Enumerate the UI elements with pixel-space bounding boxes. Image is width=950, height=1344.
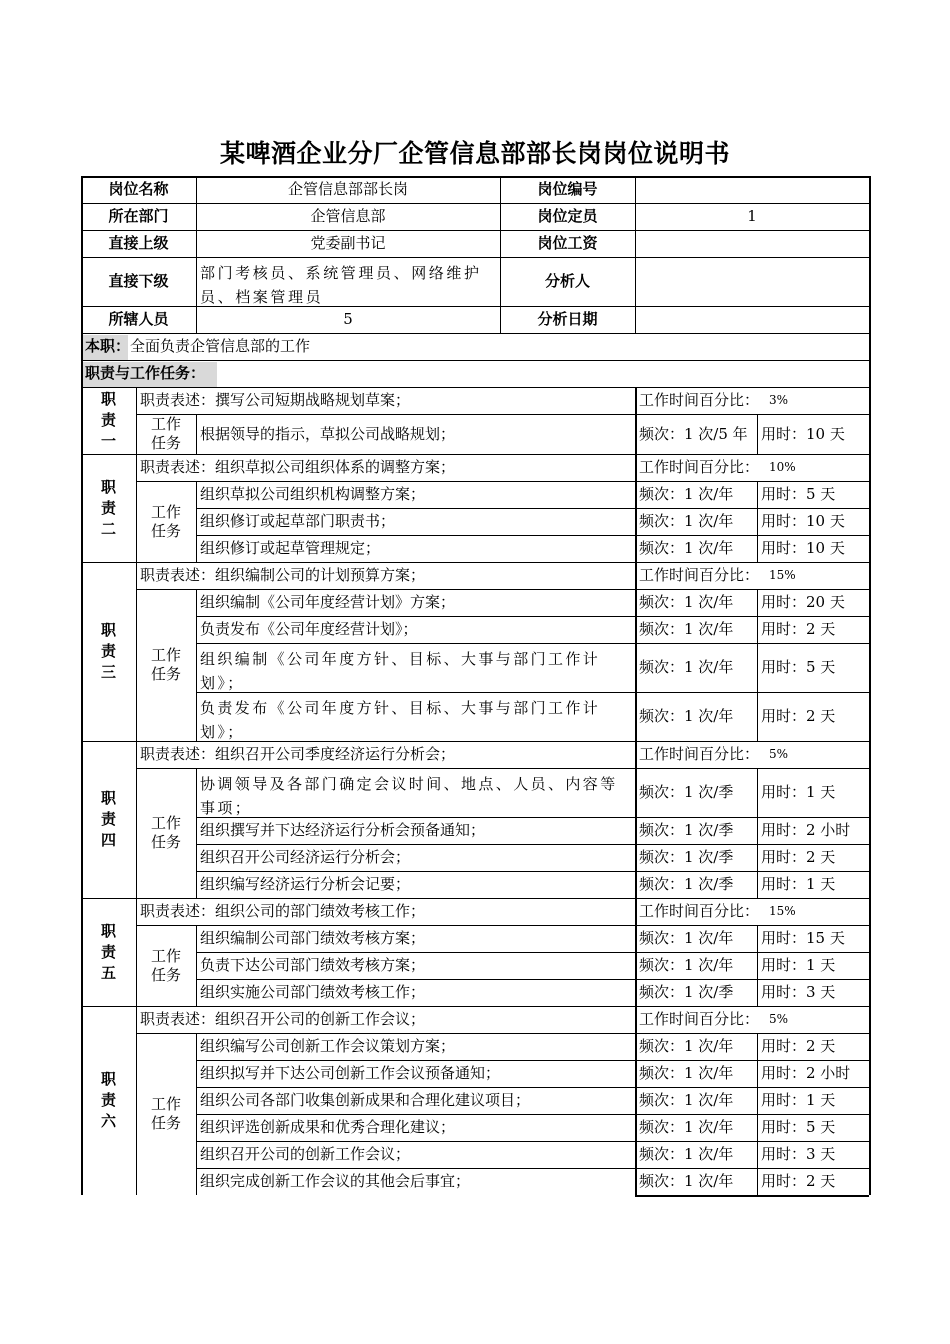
info-label: 分析人: [544, 272, 590, 290]
time-percentage-value: 5%: [769, 747, 789, 761]
task-text: 负责发布《公司年度方针、目标、大事与部门工作计划》；: [200, 699, 601, 741]
task-duration: 用时：10 天: [761, 539, 845, 557]
duty-name: 职 责 六: [100, 1070, 116, 1130]
info-label: 所辖人员: [108, 310, 169, 328]
column-divider: [196, 925, 197, 1006]
column-divider: [136, 1006, 137, 1195]
task-text: 组织拟写并下达公司创新工作会议预备通知；: [200, 1064, 501, 1082]
duty-name: 职 责 二: [100, 477, 116, 538]
main-duty-text: 全面负责企管信息部的工作: [130, 337, 311, 355]
info-value: 1: [747, 207, 757, 225]
info-value: 企管信息部部长岗: [287, 180, 408, 198]
tasks-header: 职责与工作任务：: [85, 364, 206, 382]
column-divider: [136, 898, 137, 1006]
task-text: 组织草拟公司组织机构调整方案；: [200, 485, 426, 503]
task-frequency: 频次：1 次/季: [639, 848, 734, 866]
work-task-label: 工作 任务: [150, 1095, 181, 1132]
task-duration: 用时：20 天: [761, 593, 845, 611]
task-duration: 用时：2 小时: [761, 1064, 851, 1082]
task-text: 负责下达公司部门绩效考核方案；: [200, 956, 426, 974]
time-percentage: [635, 898, 869, 925]
column-divider: [635, 387, 637, 454]
column-divider: [635, 176, 636, 333]
column-divider: [635, 741, 637, 898]
task-duration: 用时：2 天: [761, 620, 836, 638]
task-frequency: 频次：1 次/年: [639, 593, 734, 611]
task-frequency: 频次：1 次/年: [639, 620, 734, 638]
task-duration: 用时：5 天: [761, 1118, 836, 1136]
duty-statement: 职责表述：组织公司的部门绩效考核工作；: [140, 902, 426, 920]
row-divider: [81, 257, 869, 258]
column-divider: [196, 176, 197, 333]
task-duration: 用时：10 天: [761, 424, 845, 443]
task-text: 协调领导及各部门确定会议时间、地点、人员、内容等事项；: [200, 775, 618, 817]
time-percentage: [635, 387, 869, 414]
time-percentage: [635, 741, 869, 768]
task-frequency: 频次：1 次/年: [639, 1037, 734, 1055]
time-percentage-value: 15%: [769, 904, 796, 918]
time-percentage: [635, 1006, 869, 1033]
time-percentage-label: 工作时间百分比：: [639, 566, 760, 584]
task-duration: 用时：1 天: [761, 875, 836, 893]
duty-statement: 职责表述：撰写公司短期战略规划草案；: [140, 391, 411, 409]
row-divider: [81, 230, 869, 231]
time-percentage: [635, 562, 869, 589]
task-frequency: 频次：1 次/季: [639, 983, 734, 1001]
column-divider: [196, 768, 197, 898]
column-divider: [136, 562, 137, 741]
task-text: 组织修订或起草管理规定；: [200, 539, 381, 557]
info-label: 岗位编号: [537, 180, 598, 198]
row-divider: [81, 176, 869, 178]
task-duration: 用时：5 天: [761, 658, 836, 676]
column-divider: [196, 414, 197, 454]
info-value: 5: [343, 310, 353, 328]
time-percentage-value: 10%: [769, 460, 796, 474]
task-text: 组织召开公司的创新工作会议；: [200, 1145, 411, 1163]
work-task-label: 工作 任务: [150, 646, 181, 683]
time-percentage-value: 5%: [769, 1012, 789, 1026]
time-percentage-value: 3%: [769, 393, 789, 407]
task-duration: 用时：3 天: [761, 1145, 836, 1163]
column-divider: [81, 176, 83, 1195]
work-task-label: 工作 任务: [150, 415, 181, 452]
column-divider: [136, 387, 137, 454]
task-frequency: 频次：1 次/年: [639, 1118, 734, 1136]
column-divider: [196, 589, 197, 741]
task-text: 组织实施公司部门绩效考核工作；: [200, 983, 426, 1001]
task-frequency: 频次：1 次/季: [639, 783, 734, 801]
column-divider: [757, 414, 758, 454]
task-frequency: 频次：1 次/年: [639, 658, 734, 676]
info-label: 直接下级: [108, 272, 169, 290]
info-value: [635, 257, 869, 306]
task-text: 组织评选创新成果和优秀合理化建议；: [200, 1118, 456, 1136]
duty-statement: 职责表述：组织召开公司的创新工作会议；: [140, 1010, 426, 1028]
info-label: 分析日期: [537, 310, 598, 328]
info-label: 岗位名称: [108, 180, 169, 198]
info-value: 党委副书记: [310, 234, 386, 252]
time-percentage-label: 工作时间百分比：: [639, 745, 760, 763]
task-duration: 用时：1 天: [761, 783, 836, 801]
time-percentage: [635, 454, 869, 481]
duty-name: 职 责 一: [100, 390, 116, 450]
column-divider: [196, 1033, 197, 1195]
row-divider: [635, 1195, 869, 1197]
info-value: 企管信息部: [310, 207, 386, 225]
column-divider: [500, 176, 501, 333]
column-divider: [136, 454, 137, 562]
task-frequency: 频次：1 次/年: [639, 485, 734, 503]
column-divider: [757, 768, 758, 898]
row-divider: [81, 203, 869, 204]
column-divider: [635, 898, 637, 1006]
info-label: 所在部门: [108, 207, 169, 225]
time-percentage-value: 15%: [769, 568, 796, 582]
task-frequency: 频次：1 次/年: [639, 539, 734, 557]
task-frequency: 频次：1 次/年: [639, 1091, 734, 1109]
task-frequency: 频次：1 次/年: [639, 956, 734, 974]
task-text: 组织召开公司经济运行分析会；: [200, 848, 411, 866]
task-frequency: 频次：1 次/年: [639, 1172, 734, 1190]
task-duration: 用时：2 天: [761, 1037, 836, 1055]
work-task-label: 工作 任务: [150, 946, 181, 984]
time-percentage-label: 工作时间百分比：: [639, 391, 760, 409]
task-text: 组织编制《公司年度经营计划》方案；: [200, 593, 456, 611]
task-frequency: 频次：1 次/5 年: [639, 424, 748, 443]
task-text: 根据领导的指示，草拟公司战略规划；: [200, 424, 456, 443]
task-duration: 用时：2 天: [761, 707, 836, 725]
info-value: [635, 176, 869, 203]
duty-name: 职 责 三: [100, 621, 116, 681]
duty-statement: 职责表述：组织草拟公司组织体系的调整方案；: [140, 458, 456, 476]
task-text: 组织编写公司创新工作会议策划方案；: [200, 1037, 456, 1055]
task-duration: 用时：2 天: [761, 848, 836, 866]
info-label: 岗位定员: [537, 207, 598, 225]
work-task-label: 工作 任务: [150, 814, 181, 851]
task-frequency: 频次：1 次/季: [639, 875, 734, 893]
task-frequency: 频次：1 次/季: [639, 821, 734, 839]
task-text: 组织完成创新工作会议的其他会后事宜；: [200, 1172, 471, 1190]
column-divider: [635, 1006, 637, 1195]
column-divider: [635, 562, 637, 741]
column-divider: [757, 1033, 758, 1195]
task-frequency: 频次：1 次/年: [639, 707, 734, 725]
duty-statement: 职责表述：组织编制公司的计划预算方案；: [140, 566, 426, 584]
info-value: 部门考核员、系统管理员、网络维护员、档案管理员: [200, 264, 482, 306]
task-frequency: 频次：1 次/年: [639, 1145, 734, 1163]
task-duration: 用时：1 天: [761, 1091, 836, 1109]
row-divider: [81, 306, 869, 307]
task-frequency: 频次：1 次/年: [639, 929, 734, 947]
task-frequency: 频次：1 次/年: [639, 512, 734, 530]
time-percentage-label: 工作时间百分比：: [639, 1010, 760, 1028]
work-task-label: 工作 任务: [150, 502, 181, 540]
task-duration: 用时：15 天: [761, 929, 845, 947]
main-duty-label: 本职：: [85, 337, 131, 355]
column-divider: [196, 481, 197, 562]
task-text: 组织修订或起草部门职责书；: [200, 512, 396, 530]
time-percentage-label: 工作时间百分比：: [639, 458, 760, 476]
task-text: 组织编写经济运行分析会记要；: [200, 875, 411, 893]
info-label: 直接上级: [108, 234, 169, 252]
task-text: 负责发布《公司年度经营计划》；: [200, 620, 418, 638]
task-text: 组织编制《公司年度方针、目标、大事与部门工作计划》；: [200, 650, 601, 692]
task-duration: 用时：10 天: [761, 512, 845, 530]
duty-name: 职 责 四: [100, 789, 116, 849]
task-text: 组织编制公司部门绩效考核方案；: [200, 929, 426, 947]
task-duration: 用时：1 天: [761, 956, 836, 974]
task-text: 组织撰写并下达经济运行分析会预备通知；: [200, 821, 486, 839]
info-value: [635, 306, 869, 333]
task-text: 组织公司各部门收集创新成果和合理化建议项目；: [200, 1091, 531, 1109]
column-divider: [869, 176, 871, 1195]
column-divider: [757, 925, 758, 1006]
main-duty: [81, 333, 869, 360]
column-divider: [136, 741, 137, 898]
duty-statement: 职责表述：组织召开公司季度经济运行分析会；: [140, 745, 456, 763]
task-duration: 用时：2 小时: [761, 821, 851, 839]
column-divider: [635, 454, 637, 562]
duty-name: 职 责 五: [100, 921, 116, 982]
task-duration: 用时：2 天: [761, 1172, 836, 1190]
info-label: 岗位工资: [537, 234, 598, 252]
column-divider: [757, 589, 758, 741]
info-value: [635, 230, 869, 257]
column-divider: [757, 481, 758, 562]
page-title: 某啤酒企业分厂企管信息部部长岗岗位说明书: [219, 139, 730, 168]
time-percentage-label: 工作时间百分比：: [639, 902, 760, 920]
task-duration: 用时：3 天: [761, 983, 836, 1001]
task-duration: 用时：5 天: [761, 485, 836, 503]
task-frequency: 频次：1 次/年: [639, 1064, 734, 1082]
